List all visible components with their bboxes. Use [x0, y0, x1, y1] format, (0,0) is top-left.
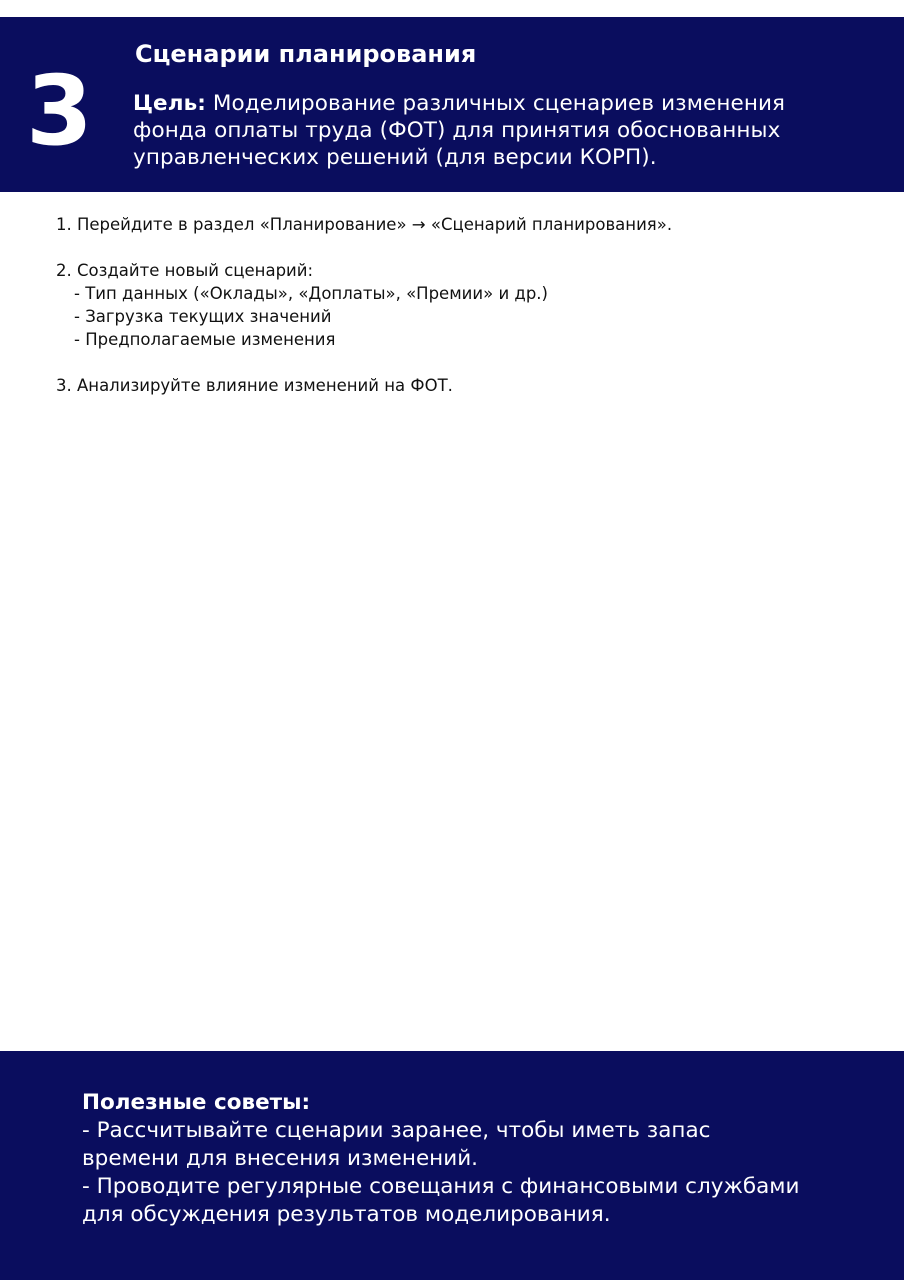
- step-2-item-1: - Тип данных («Оклады», «Доплаты», «Премии» и др.): [74, 284, 548, 303]
- instruction-steps: [56, 213, 876, 397]
- tips-banner: [0, 1051, 904, 1280]
- goal-label: Цель:: [133, 91, 206, 116]
- header-banner: [0, 17, 904, 192]
- tip-1-line-2: времени для внесения изменений.: [82, 1146, 479, 1171]
- step-3: 3. Анализируйте влияние изменений на ФОТ.: [56, 376, 453, 395]
- tip-2-line-2: для обсуждения результатов моделирования.: [82, 1202, 611, 1227]
- goal-line-3: управленческих решений (для версии КОРП).: [133, 145, 657, 170]
- goal-line-1-text: Моделирование различных сценариев изменения: [205, 91, 786, 116]
- tips-title: Полезные советы:: [82, 1090, 311, 1115]
- goal-line-1: [133, 90, 873, 117]
- section-title: Сценарии планирования: [135, 40, 477, 68]
- step-1: 1. Перейдите в раздел «Планирование» → «Сценарий планирования».: [56, 215, 673, 234]
- step-2-item-2: - Загрузка текущих значений: [74, 307, 332, 326]
- tip-1-line-1: - Рассчитывайте сценарии заранее, чтобы иметь запас: [82, 1118, 711, 1143]
- goal-line-2: фонда оплаты труда (ФОТ) для принятия обоснованных: [133, 118, 781, 143]
- tip-2-line-1: - Проводите регулярные совещания с финансовыми службами: [82, 1174, 800, 1199]
- step-2-item-3: - Предполагаемые изменения: [74, 330, 336, 349]
- step-number: 3: [26, 55, 91, 167]
- step-2: 2. Создайте новый сценарий:: [56, 261, 314, 280]
- goal-text: [133, 90, 873, 171]
- tips-block: [82, 1089, 882, 1229]
